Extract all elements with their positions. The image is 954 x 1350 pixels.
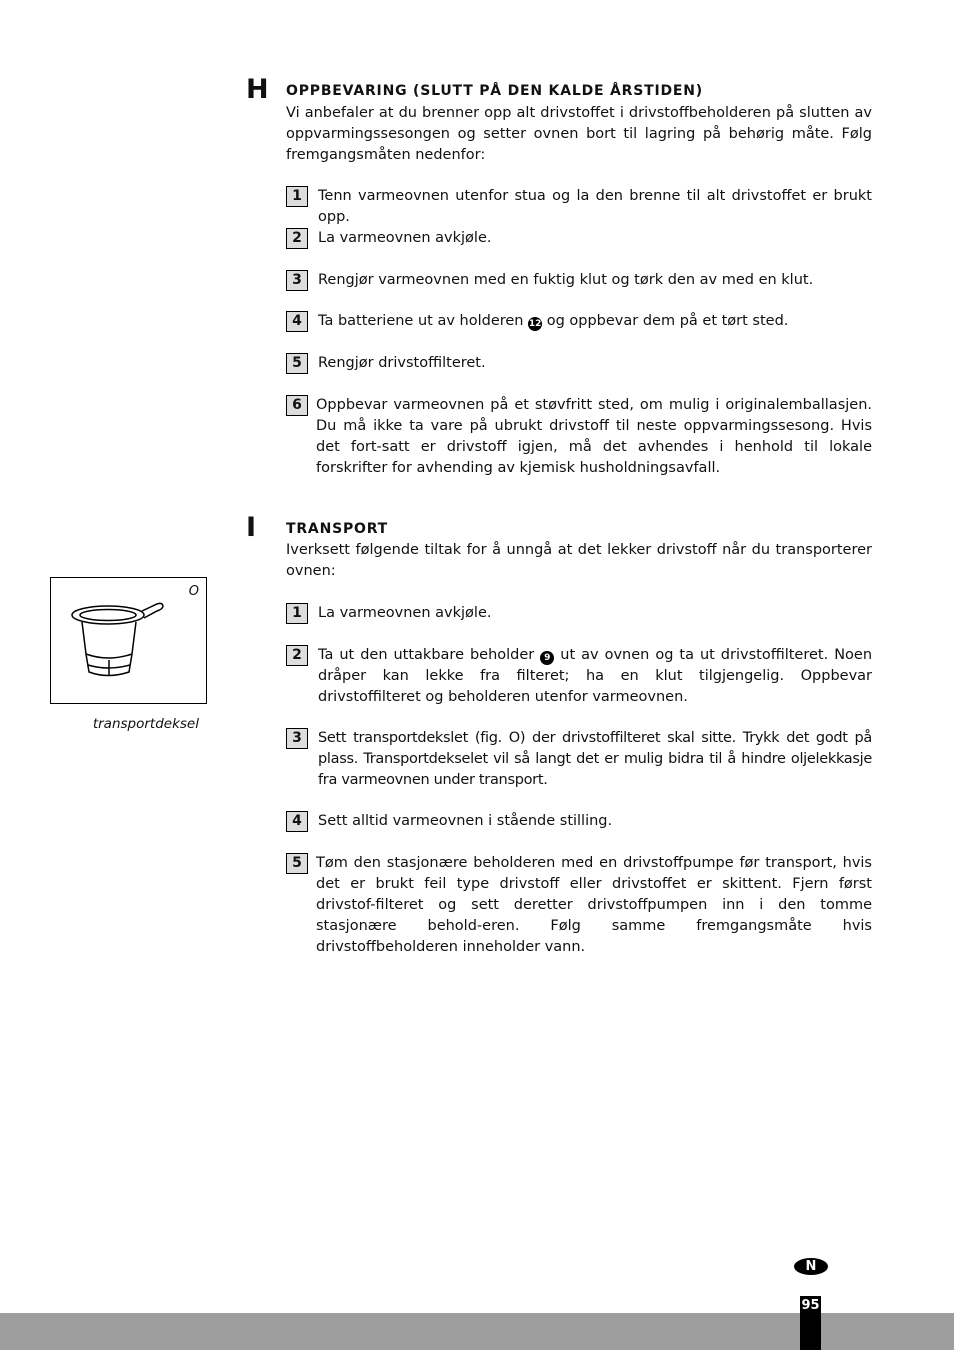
step-text: Tøm den stasjonære beholderen med en drivstoffpumpe før transport, hvis det er brukt feil type drivstoff eller drivstoffet er skittent. Fjern først drivstof-filteret og sett deretter drivstoffpumpen inn i den tomme stasjonære behold-eren. Følg samme fremgangsmåte hvis drivstoffbeholderen inneholder vann. (316, 855, 872, 955)
transport-cover-illustration (51, 578, 206, 703)
step-text: Tenn varmeovnen utenfor stua og la den brenne til alt drivstoffet er brukt opp. (318, 188, 872, 225)
step-text: La varmeovnen avkjøle. (318, 230, 492, 246)
step-number: 1 (286, 186, 308, 207)
step-text-after: ut av ovnen og ta ut drivstoffilteret. Noen dråper kan lekke fra filteret; ha en klut tilgjengelig. Oppbevar drivstoffilteret og beholderen utenfor varmeovnen. (318, 647, 873, 705)
list-item (286, 728, 872, 791)
language-badge: N (794, 1258, 828, 1275)
section-title-h: OPPBEVARING (SLUTT PÅ DEN KALDE ÅRSTIDEN) (286, 83, 703, 99)
section-title-i: TRANSPORT (286, 521, 389, 537)
section-letter-h: H (246, 74, 269, 105)
list-item (286, 270, 872, 291)
step-number: 6 (286, 395, 308, 416)
step-number: 5 (286, 353, 308, 374)
list-item (286, 811, 872, 832)
step-text-after: og oppbevar dem på et tørt sted. (546, 313, 789, 329)
figure-caption: transportdeksel (92, 716, 199, 732)
step-text: Rengjør drivstoffilteret. (318, 355, 486, 371)
part-reference-badge: 9 (540, 651, 554, 665)
step-number: 1 (286, 603, 308, 624)
step-number: 2 (286, 228, 308, 249)
list-item (286, 228, 872, 249)
list-item (286, 603, 872, 624)
list-item (286, 311, 872, 332)
figure-o (50, 577, 207, 704)
part-reference-badge: 12 (528, 319, 542, 329)
step-text: Sett transportdekslet (fig. O) der drivstoffilteret skal sitte. Trykk det godt på plass. Transportdekselet vil så langt det er mulig bidra til å hindre oljelekkasje fra varmeovnen under transport. (318, 730, 872, 788)
step-number: 5 (286, 853, 308, 874)
section-intro-i: Iverksett følgende tiltak for å unngå at det lekker drivstoff når du transporterer ovnen: (286, 542, 872, 579)
list-item (286, 645, 872, 708)
step-number: 2 (286, 645, 308, 666)
figure-label: O (188, 584, 199, 599)
step-number: 3 (286, 270, 308, 291)
step-text (318, 645, 872, 708)
step-text (318, 311, 872, 332)
step-text: Rengjør varmeovnen med en fuktig klut og tørk den av med en klut. (318, 272, 814, 288)
list-item (286, 186, 872, 228)
step-text-before: Ta batteriene ut av holderen (318, 313, 524, 329)
step-text: Sett alltid varmeovnen i stående stilling. (318, 813, 613, 829)
list-item (286, 395, 872, 479)
step-text: Oppbevar varmeovnen på et støvfritt sted, om mulig i originalemballasjen. Du må ikke ta vare på ubrukt drivstoff til neste oppvarmingssesong. Hvis det fort-satt er drivstoff igjen, må det avhendes i henhold til lokale forskrifter for avhending av kjemisk husholdningsavfall. (316, 397, 872, 476)
page-number: 95 (800, 1296, 821, 1350)
section-intro-h: Vi anbefaler at du brenner opp alt drivstoffet i drivstoffbeholderen på slutten av oppvarmingssesongen og setter ovnen bort til lagring på behørig måte. Følg fremgangsmåten nedenfor: (286, 105, 872, 163)
step-number: 4 (286, 811, 308, 832)
section-letter-i: I (246, 512, 257, 543)
list-item (286, 353, 872, 374)
step-number: 3 (286, 728, 308, 749)
step-number: 4 (286, 311, 308, 332)
list-item (286, 853, 872, 958)
step-text-before: Ta ut den uttakbare beholder (318, 647, 535, 663)
step-text: La varmeovnen avkjøle. (318, 605, 492, 621)
